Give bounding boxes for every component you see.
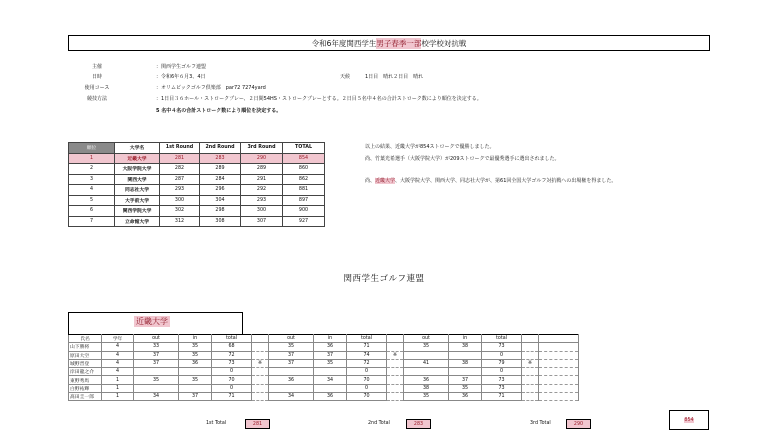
- table-row: [69, 359, 579, 367]
- r3-mark: [522, 384, 539, 392]
- table-row: [69, 343, 579, 351]
- total-label-2: 2nd Total: [368, 421, 390, 426]
- header-round1: 1st Round: [160, 143, 200, 154]
- header-total-3: total: [482, 335, 522, 343]
- round3-cell: 300: [241, 206, 283, 217]
- university-cell: 立命館大学: [115, 216, 160, 227]
- player-grade: 1: [102, 376, 134, 384]
- table-row: [69, 393, 579, 401]
- r2-in: 36: [314, 393, 347, 401]
- header-grade: 学年: [102, 335, 134, 343]
- table-row: [69, 174, 325, 185]
- r1-total: 0: [212, 368, 252, 376]
- organizer-label: 主催: [91, 64, 102, 70]
- result-line-3-prefix: 尚、: [365, 178, 376, 184]
- blank-cell: [539, 376, 579, 384]
- total-value-1: 281: [245, 419, 270, 429]
- r1-in: 35: [179, 343, 212, 351]
- r1-total: 0: [212, 384, 252, 392]
- university-cell: 大阪学院大学: [115, 164, 160, 175]
- round3-cell: 289: [241, 164, 283, 175]
- document-title: [68, 35, 710, 51]
- r1-out: [134, 384, 179, 392]
- total-cell: 881: [283, 185, 325, 196]
- rank-cell: 3: [69, 174, 115, 185]
- total-cell: 900: [283, 206, 325, 217]
- r2-out: [269, 368, 314, 376]
- r1-in: 37: [179, 393, 212, 401]
- player-grade: 1: [102, 393, 134, 401]
- round1-cell: 287: [160, 174, 200, 185]
- r1-out: 33: [134, 343, 179, 351]
- r3-mark: [522, 368, 539, 376]
- weather-label: 天候: [340, 74, 351, 80]
- r2-out: 37: [269, 351, 314, 359]
- r1-out: 37: [134, 351, 179, 359]
- score-header-row: [69, 335, 579, 343]
- round1-cell: 312: [160, 216, 200, 227]
- title-prefix: 令和6年度関西学生: [311, 38, 377, 48]
- r2-in: 36: [314, 343, 347, 351]
- player-grade: 4: [102, 359, 134, 367]
- r3-in: 36: [449, 393, 482, 401]
- r2-mark: [387, 393, 404, 401]
- header-mark-1: [252, 335, 269, 343]
- header-round2: 2nd Round: [200, 143, 241, 154]
- weather-value: 1日目 晴れ２日目 晴れ: [365, 74, 424, 80]
- header-total: TOTAL: [283, 143, 325, 154]
- player-grade: 1: [102, 384, 134, 392]
- round3-cell: 293: [241, 195, 283, 206]
- r3-out: 38: [404, 384, 449, 392]
- title-highlight: 男子春季一部: [376, 38, 422, 48]
- table-row: [69, 368, 579, 376]
- round2-cell: 283: [200, 153, 241, 164]
- ranking-table: [68, 142, 325, 227]
- r3-in: 38: [449, 343, 482, 351]
- blank-cell: [539, 343, 579, 351]
- university-cell: 関西大学: [115, 174, 160, 185]
- r3-mark: [522, 343, 539, 351]
- table-row: [69, 351, 579, 359]
- org-title: 関西学生ゴルフ連盟: [343, 274, 425, 284]
- r3-out: 35: [404, 393, 449, 401]
- total-value-3: 290: [566, 419, 591, 429]
- r1-out: 35: [134, 376, 179, 384]
- header-in-2: in: [314, 335, 347, 343]
- method-label: 競技方法: [86, 96, 107, 102]
- method-value: ：1日目３６ホール・ストロークプレー、２日間54HS・ストロークプレーとする。２日目５名中４名の合計ストローク数により順位を決定する。: [156, 96, 482, 102]
- r1-in: 35: [179, 376, 212, 384]
- r2-mark: [387, 359, 404, 367]
- total-cell: 897: [283, 195, 325, 206]
- r3-total: 0: [482, 351, 522, 359]
- round2-cell: 304: [200, 195, 241, 206]
- total-label-1: 1st Total: [206, 421, 227, 426]
- r3-mark: [522, 376, 539, 384]
- round3-cell: 291: [241, 174, 283, 185]
- r3-total: 73: [482, 384, 522, 392]
- table-row: [69, 195, 325, 206]
- r1-out: 37: [134, 359, 179, 367]
- r2-out: [269, 384, 314, 392]
- result-line-3-highlight: 近畿大学: [375, 178, 396, 184]
- grand-total: [669, 410, 709, 430]
- r2-mark: [387, 376, 404, 384]
- round2-cell: 284: [200, 174, 241, 185]
- r1-in: [179, 384, 212, 392]
- r2-total: 70: [347, 393, 387, 401]
- r2-in: 34: [314, 376, 347, 384]
- r1-mark: [252, 368, 269, 376]
- header-in-1: in: [179, 335, 212, 343]
- blank-cell: [539, 351, 579, 359]
- header-out-2: out: [269, 335, 314, 343]
- rank-cell: 7: [69, 216, 115, 227]
- r3-out: [404, 368, 449, 376]
- r2-out: 34: [269, 393, 314, 401]
- r2-mark: [387, 343, 404, 351]
- r1-mark: [252, 384, 269, 392]
- r1-mark: [252, 393, 269, 401]
- r2-mark: [387, 384, 404, 392]
- grand-total-value: 854: [684, 417, 694, 423]
- r3-mark: [522, 351, 539, 359]
- round1-cell: 281: [160, 153, 200, 164]
- r3-in: [449, 368, 482, 376]
- player-grade: 4: [102, 343, 134, 351]
- r2-total: 72: [347, 359, 387, 367]
- r3-total: 73: [482, 343, 522, 351]
- rank-cell: 4: [69, 185, 115, 196]
- r2-in: 37: [314, 351, 347, 359]
- header-mark-3: [522, 335, 539, 343]
- r2-out: 37: [269, 359, 314, 367]
- r1-mark: [252, 343, 269, 351]
- total-cell: 862: [283, 174, 325, 185]
- round1-cell: 300: [160, 195, 200, 206]
- r3-out: [404, 351, 449, 359]
- r1-out: [134, 368, 179, 376]
- total-cell: 927: [283, 216, 325, 227]
- r2-total: 0: [347, 368, 387, 376]
- round2-cell: 298: [200, 206, 241, 217]
- university-cell: 関西学院大学: [115, 206, 160, 217]
- player-name: 髙田圭一郎: [69, 393, 102, 401]
- r2-total: 70: [347, 376, 387, 384]
- blank-cell: [539, 359, 579, 367]
- table-row: [69, 376, 579, 384]
- header-university: 大学名: [115, 143, 160, 154]
- player-name: 山下勝将: [69, 343, 102, 351]
- date-value: ：令和6年６月3、4日: [156, 74, 206, 80]
- total-label-3: 3rd Total: [530, 421, 551, 426]
- total-cell: 860: [283, 164, 325, 175]
- course-label: 使用コース: [84, 85, 110, 91]
- organizer-value: ：関西学生ゴルフ連盟: [156, 64, 207, 70]
- result-line-3: [365, 177, 616, 184]
- r3-out: 41: [404, 359, 449, 367]
- r3-total: 0: [482, 368, 522, 376]
- rank-cell: 6: [69, 206, 115, 217]
- r3-out: 36: [404, 376, 449, 384]
- r2-total: 71: [347, 343, 387, 351]
- r2-out: 35: [269, 343, 314, 351]
- r3-total: 79: [482, 359, 522, 367]
- player-name: 城野晋登: [69, 359, 102, 367]
- r1-mark: [252, 351, 269, 359]
- result-line-1: 以上の結果、近畿大学が854ストロークで優勝しました。: [365, 144, 495, 150]
- rank-cell: 2: [69, 164, 115, 175]
- r1-total: 70: [212, 376, 252, 384]
- r3-in: 35: [449, 384, 482, 392]
- university-cell: 近畿大学: [115, 153, 160, 164]
- r3-total: 73: [482, 376, 522, 384]
- r1-in: 35: [179, 351, 212, 359]
- player-name: 岸田龍之介: [69, 368, 102, 376]
- player-name: 原田大空: [69, 351, 102, 359]
- table-row: [69, 384, 579, 392]
- header-rank: 順位: [69, 143, 115, 154]
- date-label: 日時: [91, 74, 102, 80]
- blank-cell: [539, 368, 579, 376]
- round1-cell: 302: [160, 206, 200, 217]
- header-in-3: in: [449, 335, 482, 343]
- round3-cell: 307: [241, 216, 283, 227]
- round2-cell: 289: [200, 164, 241, 175]
- ranking-header-row: [69, 143, 325, 154]
- round2-cell: 296: [200, 185, 241, 196]
- team-name: 近畿大学: [136, 317, 168, 326]
- r2-total: 0: [347, 384, 387, 392]
- table-row: [69, 185, 325, 196]
- total-cell: 854: [283, 153, 325, 164]
- score-table: [68, 334, 579, 401]
- table-row: [69, 153, 325, 164]
- blank-cell: [539, 393, 579, 401]
- r1-total: 72: [212, 351, 252, 359]
- table-row: [69, 216, 325, 227]
- header-blank: [539, 335, 579, 343]
- r1-out: 34: [134, 393, 179, 401]
- header-out-1: out: [134, 335, 179, 343]
- player-name: 白野祐輝: [69, 384, 102, 392]
- round3-cell: 290: [241, 153, 283, 164]
- header-mark-2: [387, 335, 404, 343]
- title-suffix: 校学校対抗戦: [421, 38, 467, 48]
- header-total-1: total: [212, 335, 252, 343]
- player-grade: 4: [102, 368, 134, 376]
- round1-cell: 293: [160, 185, 200, 196]
- result-line-3-suffix: 、大阪学院大学、関西大学、同志社大学が、第61回全国大学ゴルフ対抗戦への出場権を得ました。: [395, 178, 617, 184]
- method-note: 5 名中４名の合計ストローク数により順位を決定する。: [156, 108, 282, 114]
- total-value-2: 283: [406, 419, 431, 429]
- player-grade: 4: [102, 351, 134, 359]
- header-total-2: total: [347, 335, 387, 343]
- table-row: [69, 206, 325, 217]
- r3-mark: [522, 393, 539, 401]
- course-value: ：オリムピックゴルフ倶楽部 par72 7274yard: [156, 85, 266, 91]
- r3-in: 37: [449, 376, 482, 384]
- university-cell: 同志社大学: [115, 185, 160, 196]
- r1-total: 71: [212, 393, 252, 401]
- r1-total: 68: [212, 343, 252, 351]
- rank-cell: 1: [69, 153, 115, 164]
- round3-cell: 292: [241, 185, 283, 196]
- r3-in: 38: [449, 359, 482, 367]
- r2-total: 74: [347, 351, 387, 359]
- table-row: [69, 164, 325, 175]
- r3-mark: ※: [522, 359, 539, 367]
- r1-total: 73: [212, 359, 252, 367]
- blank-cell: [539, 384, 579, 392]
- r2-mark: [387, 368, 404, 376]
- r3-in: [449, 351, 482, 359]
- r2-out: 36: [269, 376, 314, 384]
- header-round3: 3rd Round: [241, 143, 283, 154]
- r3-out: 35: [404, 343, 449, 351]
- header-name: 氏名: [69, 335, 102, 343]
- r1-mark: [252, 376, 269, 384]
- r1-mark: ※: [252, 359, 269, 367]
- rank-cell: 5: [69, 195, 115, 206]
- r2-mark: ※: [387, 351, 404, 359]
- r2-in: [314, 384, 347, 392]
- r3-total: 71: [482, 393, 522, 401]
- r2-in: 35: [314, 359, 347, 367]
- result-line-2: 尚、竹葉光希選手（大阪学院大学）が209ストロークで最優秀選手に選出されました。: [365, 156, 560, 162]
- round1-cell: 282: [160, 164, 200, 175]
- r1-in: [179, 368, 212, 376]
- r1-in: 36: [179, 359, 212, 367]
- round2-cell: 308: [200, 216, 241, 227]
- university-cell: 大手前大学: [115, 195, 160, 206]
- r2-in: [314, 368, 347, 376]
- header-out-3: out: [404, 335, 449, 343]
- player-name: 東野秀馬: [69, 376, 102, 384]
